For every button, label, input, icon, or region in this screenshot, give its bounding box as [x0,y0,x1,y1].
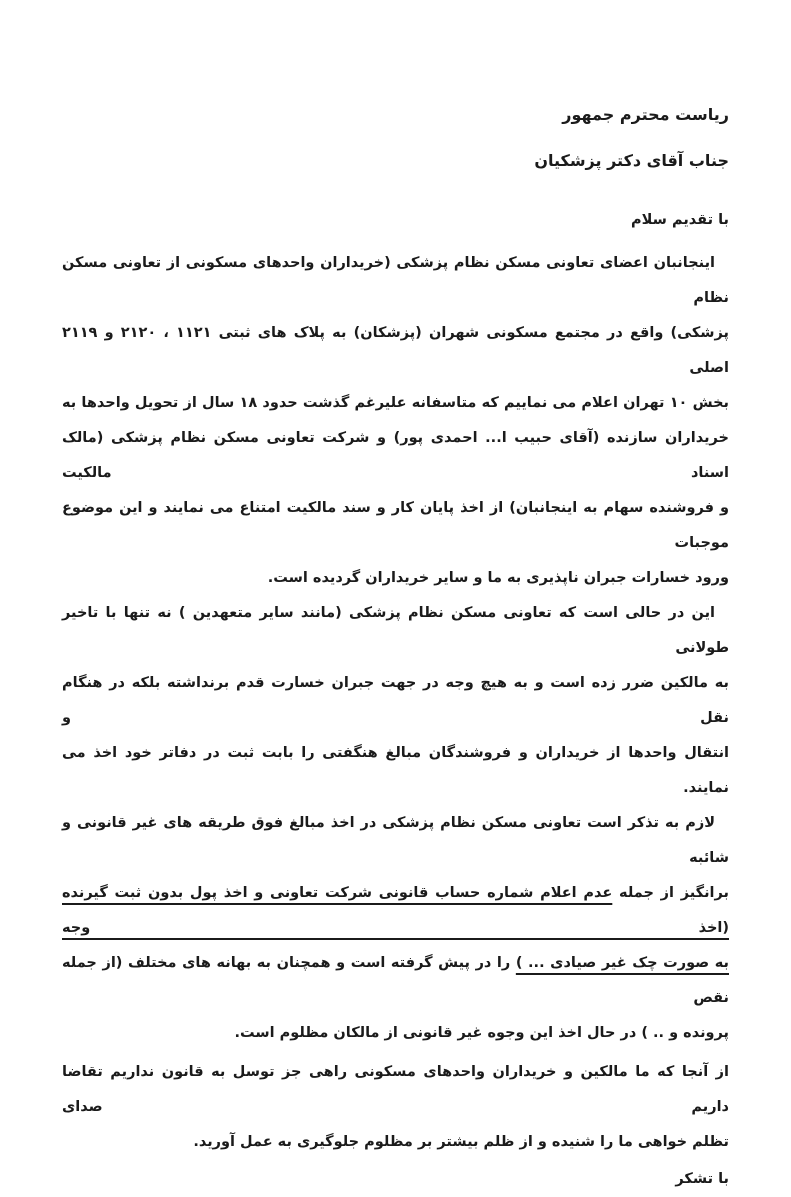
paragraph-3 [62,806,729,1051]
paragraph-3-line-2-plain: برانگیز از جمله [612,885,729,901]
paragraph-4 [62,1055,729,1160]
paragraph-2 [62,596,729,806]
paragraph-1-line-1: اینجانبان اعضای تعاونی مسکن نظام پزشکی (خریداران واحدهای مسکونی از تعاونی مسکن نظام [62,255,729,306]
recipient-title: ریاست محترم جمهور [562,105,729,124]
recipient-name: جناب آقای دکتر پزشکیان [534,151,729,170]
paragraph-3-line-1: لازم به تذکر است تعاونی مسکن نظام پزشکی در اخذ مبالغ فوق طریقه های غیر قانونی و شائبه [62,815,729,866]
paragraph-2-line-2: به مالکین ضرر زده است و به هیچ وجه در جهت جبران خسارت قدم برنداشته بلکه در هنگام نقل و [62,675,729,726]
underlined-clause-part-2: به صورت چک غیر صیادی ... ) [515,955,729,971]
paragraph-1-line-5: و فروشنده سهام به اینجانبان) از اخذ پایان کار و سند مالکیت امتناع می نمایند و این موضوع موجبات [62,500,729,551]
paragraph-1-line-6: ورود خسارات جبران ناپذیری به ما و سایر خریداران گردیده است. [267,570,729,586]
paragraph-3-line-2 [62,876,729,946]
paragraph-1-line-3: بخش ۱۰ تهران اعلام می نماییم که متاسفانه علیرغم گذشت حدود ۱۸ سال از تحویل واحدها به [62,395,729,411]
paragraph-1-line-4: خریداران سازنده (آقای حبیب ا... احمدی پور) و شرکت تعاونی مسکن نظام پزشکی (مالک اسناد مالکیت [62,430,729,481]
paragraph-1-line-2: پزشکی) واقع در مجتمع مسکونی شهران (پزشکان) به پلاک های ثبتی ۱۱۲۱ ، ۲۱۲۰ و ۲۱۱۹ اصلی [62,325,729,376]
paragraph-3-line-3 [62,946,729,1016]
paragraph-3-line-4: پرونده و .. ) در حال اخذ این وجوه غیر قانونی از مالکان مظلوم است. [234,1025,729,1041]
underlined-clause-part-1: عدم اعلام شماره حساب قانونی شرکت تعاونی و اخذ پول بدون ثبت گیرنده (اخذ وجه [62,885,729,936]
paragraph-3-line-3-plain: را در پیش گرفته است و همچنان به بهانه های مختلف (از جمله نقص [62,955,729,1006]
paragraph-4-line-1: از آنجا که ما مالکین و خریداران واحدهای مسکونی راهی جز توسل به قانون نداریم تقاضا داریم صدای [62,1064,729,1115]
paragraph-2-line-1: این در حالی است که تعاونی مسکن نظام پزشکی (مانند سایر متعهدین ) نه تنها با تاخیر طولانی [62,605,729,656]
closing-thanks: با تشکر [675,1171,729,1187]
paragraph-2-line-3: انتقال واحدها از خریداران و فروشندگان مبالغ هنگفتی را بابت ثبت در دفاتر خود اخذ می نمایند. [62,745,729,796]
salutation: با تقدیم سلام [631,212,729,228]
paragraph-4-line-2: تظلم خواهی ما را شنیده و از ظلم بیشتر بر مظلوم جلوگیری به عمل آورید. [193,1134,729,1150]
paragraph-1 [62,246,729,596]
